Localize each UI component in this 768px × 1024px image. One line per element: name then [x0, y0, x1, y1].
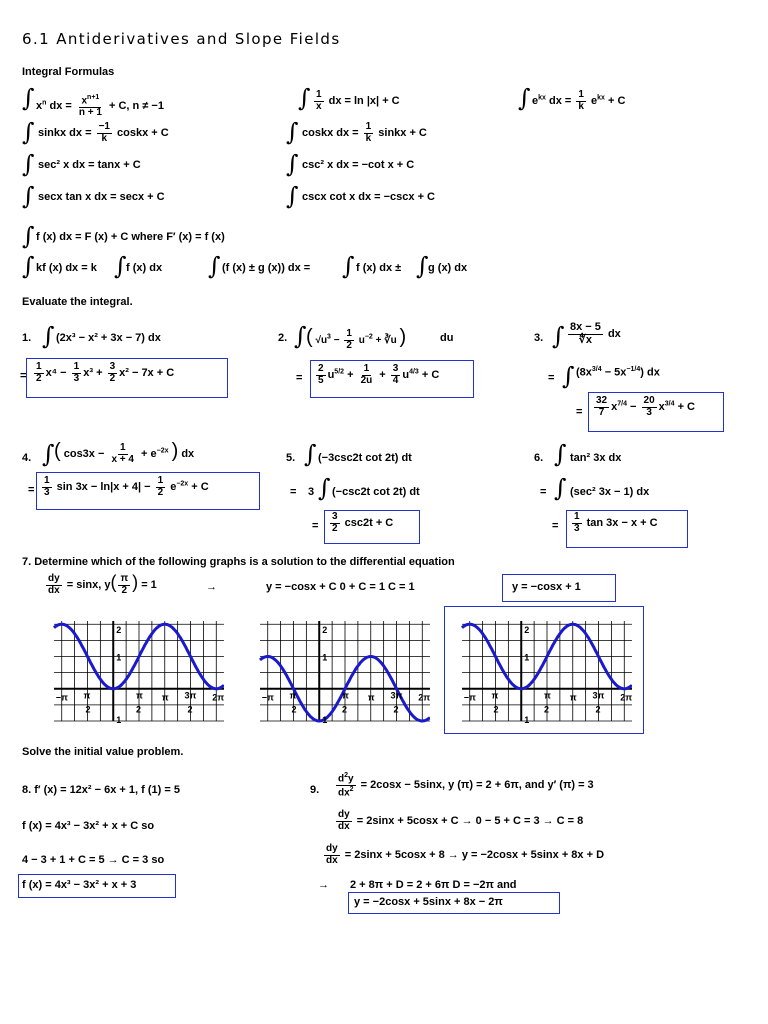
question-9-line1: $\frac{dy}{dx}$ = 2sinx + 5cosx + C → 0 − 5 + C = 3 → C = 8	[338, 809, 584, 832]
formula-cos-rule: coskx dx = $\frac{1}{k}$ sinkx + C	[302, 121, 427, 144]
x-tick-label: 2	[187, 704, 193, 715]
formula-exp-rule: $e^{kx}$ dx = $\frac{1}{k}$ $e^{kx} + C$	[532, 89, 626, 112]
problem-6-answer: $\frac{1}{3}$ tan 3x − x + C	[574, 511, 658, 534]
problem-3-question: $\frac{8x - 5}{∜x}$ dx	[570, 321, 621, 346]
formula-constant-multiple-2: f (x) dx	[126, 262, 163, 274]
integral-sign: ∫	[22, 150, 35, 178]
problem-4-integrand: ( cos3x − $\frac{1}{x + 4}$ + $e^{-2x}$ ) dx	[54, 440, 195, 465]
integral-sign: ∫	[22, 182, 35, 210]
equals-sign: =	[576, 406, 583, 418]
problem-5-number: 5.	[286, 452, 296, 464]
y-tick-label: 2	[116, 625, 122, 636]
integral-sign: ∫	[22, 222, 35, 250]
equals-sign: =	[20, 370, 27, 382]
problem-4-number: 4.	[22, 452, 32, 464]
problem-3-answer: $\frac{32}{7}$ $x^{7/4}$ − $\frac{20}{3}$ $x^{3/4} + C$	[596, 395, 696, 418]
integral-sign: ∫	[294, 322, 307, 350]
integral-sign: ∫	[286, 150, 299, 178]
problem-2-integrand: ( $√u^3$ − $\frac{1}{2}$ $u^{-2}$ + ∛u )	[306, 326, 407, 351]
problem-4-answer: $\frac{1}{3}$ sin 3x − ln|x + 4| − $\frac{1}{2}$ $e^{-2x} + C$	[44, 475, 209, 498]
problem-6-question: tan² 3x dx	[570, 452, 622, 464]
formula-log-rule: $\frac{1}{x}$ dx = ln |x| + C	[316, 89, 400, 112]
arrow: →	[318, 879, 329, 891]
graph-c	[452, 616, 632, 726]
y-tick-label: 2	[524, 625, 530, 636]
x-tick-label: 2π	[620, 692, 632, 703]
x-tick-label: 2	[136, 704, 142, 715]
integral-sign: ∫	[554, 440, 567, 468]
equals-sign: =	[296, 372, 303, 384]
integral-sign: ∫	[286, 118, 299, 146]
y-tick-label: 1	[322, 715, 328, 725]
problem-1-question: (2x³ − x² + 3x − 7) dx	[56, 332, 161, 344]
x-tick-label: −π	[463, 692, 476, 703]
equals-sign: =	[548, 372, 555, 384]
x-tick-label: 3π	[184, 690, 197, 701]
x-tick-label: 2π	[212, 692, 224, 703]
x-tick-label: 2	[85, 704, 91, 715]
question-9-line3: 2 + 8π + D = 2 + 6π D = −2π and	[350, 879, 517, 891]
formula-power-rule: $x^n$ dx = $\frac{x^{n+1}}{n + 1}$ + C, n ≠ −1	[36, 94, 164, 118]
question-7-text: 7. Determine which of the following graphs is a solution to the differential equation	[22, 556, 455, 568]
formulas-header: Integral Formulas	[22, 66, 115, 78]
problem-5-answer: $\frac{3}{2}$ csc2t + C	[332, 511, 394, 534]
x-tick-label: π	[569, 692, 577, 703]
x-tick-label: 3π	[592, 690, 605, 701]
integral-sign: ∫	[518, 84, 531, 112]
evaluate-header: Evaluate the integral.	[22, 296, 133, 308]
question-7-work: y = −cosx + C 0 + C = 1 C = 1	[266, 581, 415, 593]
integral-sign: ∫	[42, 322, 55, 350]
problem-2-answer: $\frac{2}{5}$ $u^{5/2}$ + $\frac{1}{2u}$ + $\frac{3}{4}$ $u^{4/3} + C$	[318, 363, 440, 386]
x-tick-label: 2	[493, 704, 499, 715]
x-tick-label: 3π	[390, 690, 403, 701]
y-tick-label: 1	[116, 715, 122, 725]
question-9-given: $\frac{d^2y}{dx^2}$ = 2cosx − 5sinx, y (π) = 2 + 6π, and y′ (π) = 3	[338, 772, 594, 799]
question-9-line2: $\frac{dy}{dx}$ = 2sinx + 5cosx + 8 → y = −2cosx + 5sinx + 8x + D	[326, 843, 605, 866]
x-tick-label: π	[491, 690, 499, 701]
x-tick-label: π	[367, 692, 375, 703]
formula-sum-rule: (f (x) ± g (x)) dx =	[222, 262, 311, 274]
formula-sec2: sec² x dx = tanx + C	[38, 159, 141, 171]
y-tick-label: 1	[524, 715, 530, 725]
equals-sign: =	[290, 486, 297, 498]
arrow: →	[206, 581, 217, 593]
ivp-header: Solve the initial value problem.	[22, 746, 184, 758]
x-tick-label: 2	[595, 704, 601, 715]
formula-sec-tan: secx tan x dx = secx + C	[38, 191, 165, 203]
integral-sign: ∫	[304, 440, 317, 468]
question-8-line2: 4 − 3 + 1 + C = 5 → C = 3 so	[22, 854, 165, 866]
y-tick-label: 2	[322, 625, 328, 636]
problem-1-answer: $\frac{1}{2}$ x⁴ − $\frac{1}{3}$ x³ + $\frac{3}{2}$ x² − 7x + C	[36, 361, 175, 384]
problem-3-step: $(8x^{3/4} - 5x^{-1/4})$ dx	[576, 366, 660, 379]
equals-sign: =	[540, 486, 547, 498]
x-tick-label: π	[136, 690, 143, 701]
x-tick-label: 2π	[418, 692, 430, 703]
x-tick-label: −π	[55, 692, 68, 703]
problem-2-du: du	[440, 332, 454, 344]
question-8-answer: f (x) = 4x³ − 3x² + x + 3	[22, 879, 137, 891]
x-tick-label: π	[544, 690, 551, 701]
integral-sign: ∫	[318, 474, 331, 502]
x-tick-label: 2	[342, 704, 348, 715]
question-9-number: 9.	[310, 784, 320, 796]
integral-sign: ∫	[554, 474, 567, 502]
problem-1-number: 1.	[22, 332, 32, 344]
y-tick-label: 1	[322, 652, 328, 663]
problem-2-number: 2.	[278, 332, 288, 344]
formula-sum-rule-3: g (x) dx	[428, 262, 468, 274]
equals-sign: =	[312, 520, 319, 532]
problem-6-step: (sec² 3x − 1) dx	[570, 486, 650, 498]
integral-sign: ∫	[22, 118, 35, 146]
problem-5-step: (−csc2t cot 2t) dt	[332, 486, 420, 498]
problem-6-number: 6.	[534, 452, 544, 464]
formula-sum-rule-2: f (x) dx ±	[356, 262, 402, 274]
x-tick-label: π	[83, 690, 91, 701]
formula-sin-rule: sinkx dx = $\frac{-1}{k}$ coskx + C	[38, 121, 169, 144]
question-8-line1: f (x) = 4x³ − 3x² + x + C so	[22, 820, 155, 832]
graph-b	[250, 616, 430, 726]
problem-5-step-coef: 3	[308, 486, 315, 498]
equals-sign: =	[28, 484, 35, 496]
formula-csc-cot: cscx cot x dx = −cscx + C	[302, 191, 436, 203]
y-tick-label: 1	[116, 652, 122, 663]
problem-5-question: (−3csc2t cot 2t) dt	[318, 452, 412, 464]
question-9-answer: y = −2cosx + 5sinx + 8x − 2π	[354, 896, 503, 908]
equals-sign: =	[552, 520, 559, 532]
integral-sign: ∫	[208, 252, 221, 280]
x-tick-label: 2	[291, 704, 297, 715]
integral-sign: ∫	[552, 322, 565, 350]
integral-sign: ∫	[42, 440, 55, 468]
integral-sign: ∫	[114, 252, 127, 280]
integral-sign: ∫	[22, 84, 35, 112]
integral-sign: ∫	[416, 252, 429, 280]
integral-sign: ∫	[298, 84, 311, 112]
integral-sign: ∫	[286, 182, 299, 210]
x-tick-label: 2	[393, 704, 399, 715]
integral-sign: ∫	[342, 252, 355, 280]
x-tick-label: π	[342, 690, 349, 701]
graph-a	[44, 616, 224, 726]
problem-3-number: 3.	[534, 332, 544, 344]
integral-sign: ∫	[22, 252, 35, 280]
y-tick-label: 1	[524, 652, 530, 663]
x-tick-label: π	[289, 690, 297, 701]
x-tick-label: 2	[544, 704, 550, 715]
integral-sign: ∫	[562, 362, 575, 390]
page-title: 6.1 Antiderivatives and Slope Fields	[22, 30, 341, 48]
formula-constant-multiple: kf (x) dx = k	[36, 262, 97, 274]
question-7-answer: y = −cosx + 1	[512, 581, 581, 593]
question-7-equation: $\frac{dy}{dx}$ = sinx, y( $\frac{\pi}{2}$ ) = 1	[48, 572, 157, 596]
x-tick-label: π	[161, 692, 169, 703]
formula-definition: f (x) dx = F (x) + C where F′ (x) = f (x)	[36, 231, 225, 243]
formula-csc2: csc² x dx = −cot x + C	[302, 159, 415, 171]
x-tick-label: −π	[261, 692, 274, 703]
question-8-given: 8. f′ (x) = 12x² − 6x + 1, f (1) = 5	[22, 784, 180, 796]
